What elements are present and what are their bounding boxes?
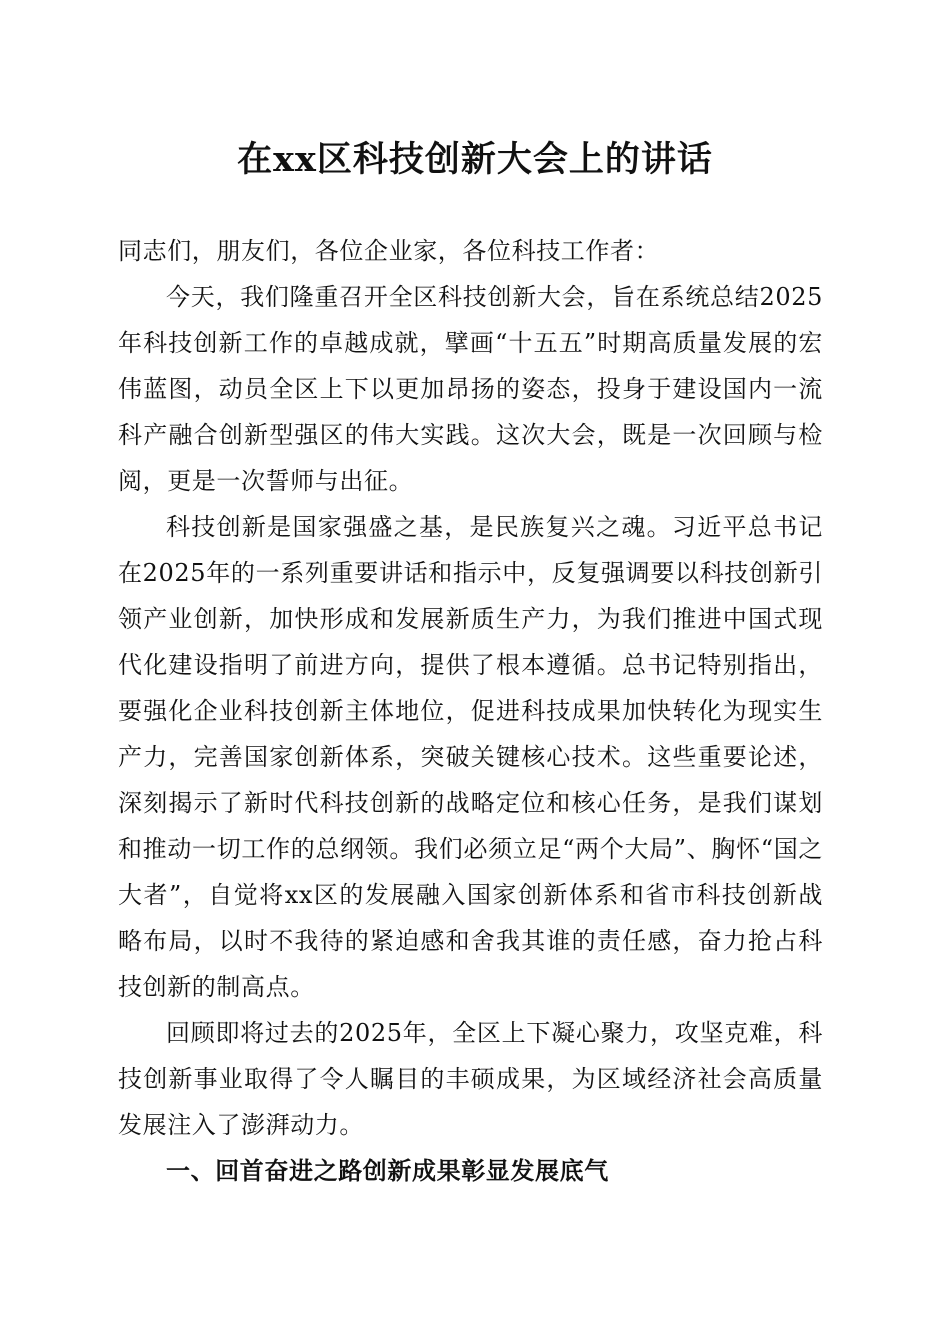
- section-heading: 一、回首奋进之路创新成果彰显发展底气: [166, 1157, 609, 1185]
- document-title: 在xx区科技创新大会上的讲话: [237, 139, 713, 180]
- paragraph-review: 回顾即将过去的2025年，全区上下凝心聚力，攻坚克难，科技创新事业取得了令人瞩目的丰硕成果，为区域经济社会高质量发展注入了澎湃动力。: [118, 1019, 823, 1139]
- greeting-line: 同志们，朋友们，各位企业家，各位科技工作者：: [118, 237, 660, 265]
- paragraph-innovation: 科技创新是国家强盛之基，是民族复兴之魂。习近平总书记在2025年的一系列重要讲话和指示中，反复强调要以科技创新引领产业创新，加快形成和发展新质生产力，为我们推进中国式现代化建设指明了前进方向，提供了根本遵循。总书记特别指出，要强化企业科技创新主体地位，促进科技成果加快转化为现实生产力，完善国家创新体系，突破关键核心技术。这些重要论述，深刻揭示了新时代科技创新的战略定位和核心任务，是我们谋划和推动一切工作的总纲领。我们必须立足“两个大局”、胸怀“国之大者”，自觉将xx区的发展融入国家创新体系和省市科技创新战略布局，以时不我待的紧迫感和舍我其谁的责任感，奋力抢占科技创新的制高点。: [118, 513, 823, 1001]
- paragraph-opening: 今天，我们隆重召开全区科技创新大会，旨在系统总结2025年科技创新工作的卓越成就，擘画“十五五”时期高质量发展的宏伟蓝图，动员全区上下以更加昂扬的姿态，投身于建设国内一流科产融合创新型强区的伟大实践。这次大会，既是一次回顾与检阅，更是一次誓师与出征。: [118, 283, 823, 495]
- document-body: [118, 228, 823, 1194]
